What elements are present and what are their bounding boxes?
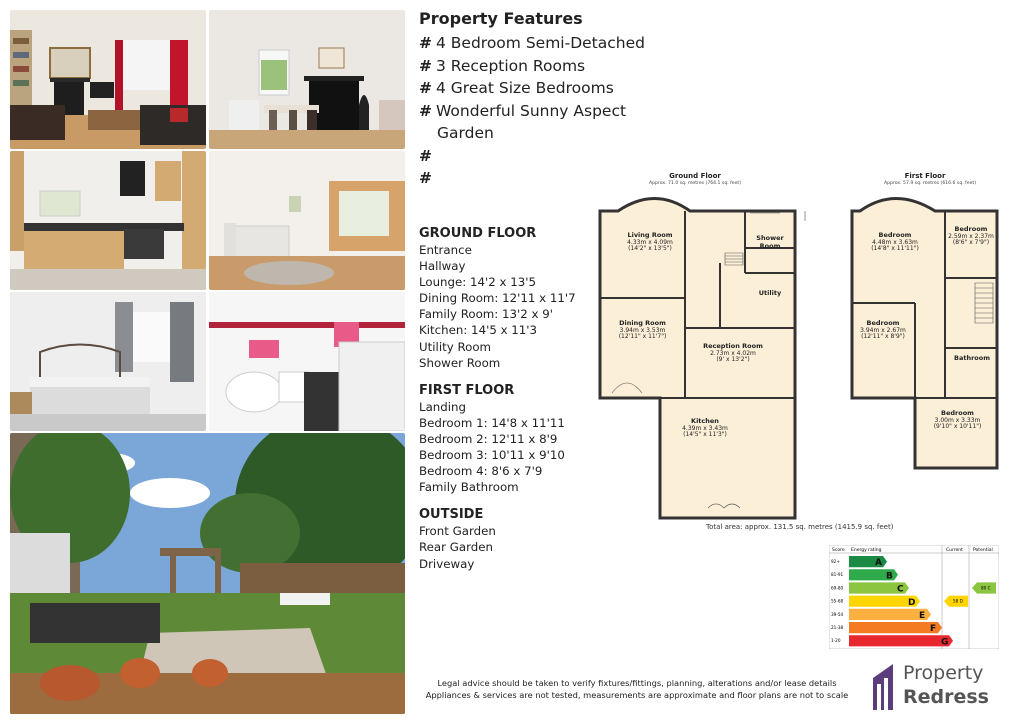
epc-band-letter: E	[919, 611, 926, 621]
legal-disclaimer	[422, 677, 852, 701]
first-floor-plan-title: First Floor	[904, 172, 946, 180]
ground-floor-plan-title: Ground Floor	[669, 172, 721, 180]
epc-band-letter: G	[941, 637, 949, 648]
ground-floor-line: Shower Room	[419, 355, 501, 370]
feature-text: 4 Great Size Bedrooms	[436, 79, 614, 97]
epc-header-potential: Potential	[973, 548, 993, 553]
epc-band-score: 39-54	[831, 611, 844, 617]
room-imperial: (14'5" x 11'3")	[683, 431, 727, 438]
ground-floor-line: Lounge: 14'2 x 13'5	[419, 275, 537, 290]
room-metric: 4.39m x 3.43m	[682, 424, 728, 432]
photo-shower-room	[209, 292, 405, 431]
room-name: Bedroom	[941, 409, 974, 417]
first-floor-line: Bedroom 2: 12'11 x 8'9	[419, 431, 558, 446]
epc-band-score: 21-38	[831, 625, 844, 630]
room-label-shower	[746, 235, 794, 250]
logo-mark-icon	[871, 662, 901, 712]
disclaimer-line: Appliances & services are not tested, measurements are approximate and floor plans are not to scale	[425, 690, 849, 700]
room-list	[419, 226, 619, 572]
epc-band-score: 69-80	[831, 585, 844, 591]
total-area: Total area: approx. 131.5 sq. metres (1415.9 sq. feet)	[706, 523, 894, 531]
room-metric: 2.73m x 4.02m	[710, 349, 756, 357]
room-label-bedroom-3	[925, 410, 990, 431]
room-imperial: (14'8" x 11'11")	[871, 245, 919, 252]
ground-floor-line: Kitchen: 14'5 x 11'3	[419, 323, 538, 338]
feature-item	[419, 32, 679, 55]
feature-bullet: #	[419, 101, 432, 120]
feature-bullet: #	[419, 34, 432, 52]
room-metric: 2.59m x 2.37m	[948, 232, 994, 240]
epc-band-score: 55-68	[831, 598, 844, 604]
first-floor-line: Bedroom 4: 8'6 x 7'9	[419, 464, 543, 479]
room-imperial: (12'11" x 8'9")	[861, 333, 905, 340]
disclaimer-line: Legal advice should be taken to verify fixtures/fittings, planning, alterations and/or lease details	[437, 678, 837, 688]
feature-bullet: #	[419, 56, 432, 75]
logo-text-line1: Property	[903, 662, 984, 684]
room-imperial: (14'2" x 13'5")	[628, 245, 672, 252]
feature-text: Wonderful Sunny Aspect	[436, 101, 627, 120]
feature-item-empty	[419, 145, 679, 168]
features-title: Property Features	[419, 9, 583, 28]
room-metric: 3.94m x 3.53m	[619, 326, 666, 334]
room-label-living	[620, 232, 680, 253]
logo-text-line2: Redress	[903, 686, 989, 708]
room-name: Utility	[758, 289, 782, 297]
room-metric: 3.94m x 2.67m	[860, 326, 906, 334]
epc-band-letter: B	[886, 571, 893, 582]
epc-band-score: 92+	[831, 559, 840, 564]
room-name: Reception Room	[703, 342, 763, 350]
photo-dining	[209, 10, 405, 149]
epc-band-letter: C	[897, 584, 904, 595]
room-label-bedroom-1	[860, 232, 930, 253]
room-name: Bedroom	[954, 225, 988, 233]
room-name: Bedroom	[866, 319, 900, 327]
feature-item	[419, 100, 679, 123]
feature-text: 4 Bedroom Semi-Detached	[436, 34, 645, 52]
energy-rating-chart	[829, 545, 999, 649]
photo-family-room	[209, 151, 405, 290]
room-label-reception	[698, 343, 768, 364]
epc-potential-label: 80 C	[981, 585, 991, 591]
epc-header-current: Current	[946, 548, 963, 553]
photo-lounge	[10, 10, 206, 149]
floor-plan-drawing	[590, 168, 1020, 538]
photo-bedroom	[10, 292, 206, 431]
room-metric: 4.33m x 4.09m	[627, 238, 673, 246]
property-features	[419, 9, 679, 190]
epc-header-score: Score	[832, 548, 845, 553]
feature-continuation: Garden	[437, 124, 494, 142]
room-name: Bedroom	[878, 231, 912, 239]
room-name: Shower Room	[756, 234, 784, 250]
epc-band-score: 1-20	[831, 638, 841, 644]
feature-bullet: #	[419, 169, 432, 187]
room-metric: 4.48m x 3.63m	[872, 238, 918, 246]
room-label-utility	[746, 290, 794, 298]
first-floor-line: Bedroom 1: 14'8 x 11'11	[419, 415, 565, 430]
room-imperial: (9' x 13'2")	[716, 356, 750, 363]
epc-band-bar	[849, 635, 953, 646]
property-redress-logo	[871, 660, 1011, 716]
first-floor-line: Bedroom 3: 10'11 x 9'10	[419, 448, 565, 463]
first-floor-line: Family Bathroom	[419, 480, 519, 495]
photo-garden	[10, 433, 405, 714]
room-imperial: (12'11" x 11'7")	[618, 333, 667, 340]
room-name: Kitchen	[691, 417, 719, 425]
ground-floor-title: GROUND FLOOR	[419, 226, 537, 241]
room-name: Dining Room	[619, 319, 666, 327]
room-imperial: (8'6" x 7'9")	[952, 239, 990, 246]
room-label-bathroom	[947, 355, 997, 363]
ground-floor-line: Entrance	[419, 243, 472, 257]
room-label-kitchen	[670, 418, 740, 439]
ground-floor-line: Dining Room: 12'11 x 11'7	[419, 291, 576, 306]
room-name: Bathroom	[954, 354, 990, 362]
outside-line: Rear Garden	[419, 540, 493, 555]
feature-text: 3 Reception Rooms	[436, 56, 586, 75]
room-name: Living Room	[627, 231, 673, 239]
floor-plans	[590, 168, 1020, 538]
first-floor-plan-area: Approx. 57.9 sq. metres (616.6 sq. feet)	[883, 181, 977, 186]
outside-title: OUTSIDE	[419, 507, 484, 523]
room-metric: 3.00m x 3.33m	[934, 416, 981, 424]
photo-kitchen	[10, 151, 206, 290]
first-floor-line: Landing	[419, 399, 467, 414]
first-floor-title: FIRST FLOOR	[419, 382, 515, 398]
epc-band-letter: A	[875, 558, 882, 569]
outside-line: Driveway	[419, 556, 475, 571]
feature-bullet: #	[419, 79, 432, 97]
epc-band-letter: F	[930, 624, 937, 635]
epc-band-score: 81-91	[831, 572, 844, 578]
epc-current-label: 58 D	[953, 598, 963, 604]
outside-line: Front Garden	[419, 524, 496, 539]
feature-item	[419, 77, 679, 100]
ground-floor-line: Utility Room	[419, 339, 492, 354]
room-label-bedroom-4	[945, 226, 997, 247]
ground-floor-plan-area: Approx. 71.0 sq. metres (764.1 sq. feet)	[648, 181, 742, 186]
epc-band-letter: D	[908, 597, 916, 608]
feature-bullet: #	[419, 146, 432, 165]
room-label-bedroom-2	[852, 320, 914, 341]
epc-graphic	[829, 545, 999, 649]
feature-item	[419, 55, 679, 78]
ground-floor-line: Hallway	[419, 259, 466, 274]
room-imperial: (9'10" x 10'11")	[933, 423, 982, 430]
room-label-dining	[610, 320, 675, 341]
ground-floor-line: Family Room: 13'2 x 9'	[419, 307, 554, 322]
epc-header-rating: Energy rating	[851, 548, 882, 553]
epc-band-bar	[849, 622, 942, 633]
